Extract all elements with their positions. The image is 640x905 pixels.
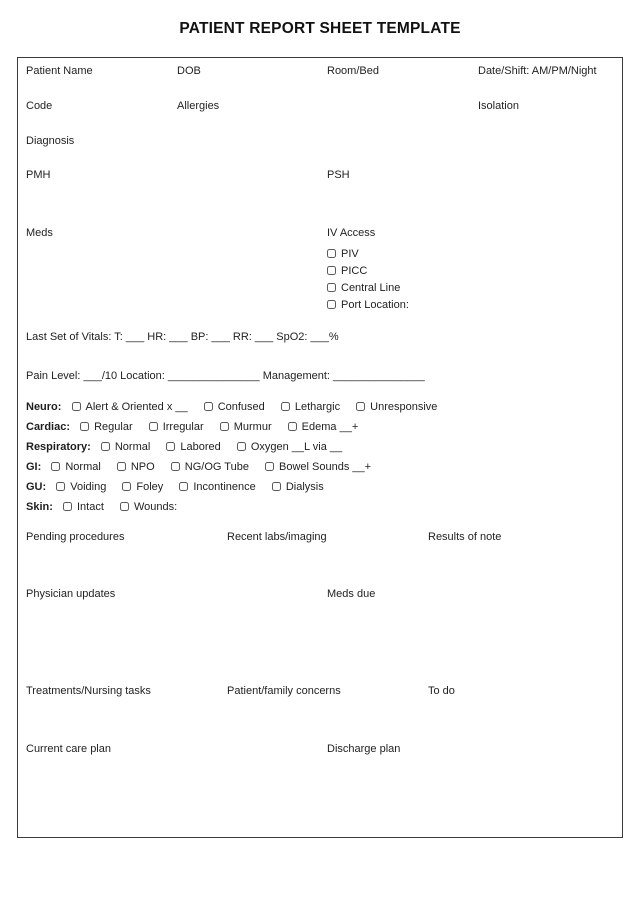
checkbox-wounds-label: Wounds: [133,501,178,513]
neuro-label: Neuro: [26,401,62,413]
checkbox-voiding[interactable] [56,482,65,491]
checkbox-port-location-label: Port Location: [341,299,409,311]
checkbox-intact[interactable] [63,502,72,511]
option-oxygen [237,440,342,454]
option-voiding [56,480,106,494]
iv-option-central-line [327,281,400,295]
allergies-label: Allergies [177,100,220,112]
checkbox-npo[interactable] [117,462,126,471]
checkbox-gi-normal-label: Normal [65,461,101,473]
gi-label: GI: [26,461,42,473]
option-alert-oriented [72,400,188,414]
checkbox-wounds[interactable] [120,502,129,511]
option-gi-normal [51,460,100,474]
dob-label: DOB [177,65,201,77]
page-title: PATIENT REPORT SHEET TEMPLATE [179,20,461,37]
option-foley [122,480,163,494]
checkbox-confused-label: Confused [217,401,265,413]
option-dialysis [272,480,324,494]
vitals-line: Last Set of Vitals: T: ___ HR: ___ BP: ___ RR: ___ SpO2: ___% [26,331,339,343]
checkbox-oxygen[interactable] [237,442,246,451]
option-regular [80,420,133,434]
iv-access-label: IV Access [327,227,376,239]
discharge-plan-label: Discharge plan [327,743,401,755]
checkbox-voiding-label: Voiding [70,481,107,493]
diagnosis-label: Diagnosis [26,135,75,147]
report-sheet [17,57,623,838]
option-confused [204,400,265,414]
physician-updates-label: Physician updates [26,588,116,600]
date-shift-label: Date/Shift: AM/PM/Night [478,65,597,77]
checkbox-foley-label: Foley [136,481,164,493]
to-do-label: To do [428,685,455,697]
option-labored [166,440,220,454]
code-label: Code [26,100,53,112]
checkbox-edema[interactable] [288,422,297,431]
iv-option-picc [327,264,367,278]
pending-procedures-label: Pending procedures [26,531,125,543]
option-resp-normal [101,440,150,454]
option-lethargic [281,400,340,414]
option-murmur [220,420,272,434]
option-bowel-sounds [265,460,371,474]
option-wounds [120,500,177,514]
checkbox-alert-oriented[interactable] [72,402,81,411]
psh-label: PSH [327,169,350,181]
checkbox-murmur-label: Murmur [233,421,272,433]
checkbox-labored[interactable] [166,442,175,451]
checkbox-labored-label: Labored [180,441,221,453]
checkbox-resp-normal-label: Normal [114,441,151,453]
option-npo [117,460,155,474]
checkbox-murmur[interactable] [220,422,229,431]
checkbox-npo-label: NPO [130,461,155,473]
isolation-label: Isolation [478,100,519,112]
checkbox-intact-label: Intact [76,501,104,513]
skin-row [26,500,177,514]
checkbox-central-line[interactable] [327,283,336,292]
checkbox-picc[interactable] [327,266,336,275]
checkbox-ng-og-tube[interactable] [171,462,180,471]
checkbox-ng-og-tube-label: NG/OG Tube [184,461,249,473]
checkbox-foley[interactable] [122,482,131,491]
iv-option-port-location [327,298,409,312]
current-care-plan-label: Current care plan [26,743,111,755]
checkbox-piv[interactable] [327,249,336,258]
checkbox-gi-normal[interactable] [51,462,60,471]
checkbox-unresponsive-label: Unresponsive [370,401,438,413]
gu-row [26,480,324,494]
checkbox-piv-label: PIV [341,248,359,260]
checkbox-lethargic-label: Lethargic [294,401,341,413]
pmh-label: PMH [26,169,51,181]
recent-labs-label: Recent labs/imaging [227,531,327,543]
option-edema [288,420,359,434]
option-irregular [149,420,204,434]
checkbox-oxygen-label: Oxygen __L via __ [250,441,343,453]
option-ng-og-tube [171,460,249,474]
patient-name-label: Patient Name [26,65,93,77]
option-unresponsive [356,400,437,414]
results-of-note-label: Results of note [428,531,502,543]
checkbox-irregular-label: Irregular [162,421,204,433]
checkbox-dialysis-label: Dialysis [285,481,324,493]
checkbox-confused[interactable] [204,402,213,411]
checkbox-irregular[interactable] [149,422,158,431]
checkbox-central-line-label: Central Line [341,282,401,294]
gu-label: GU: [26,481,47,493]
iv-option-piv [327,247,359,261]
checkbox-bowel-sounds[interactable] [265,462,274,471]
checkbox-incontinence-label: Incontinence [193,481,256,493]
checkbox-bowel-sounds-label: Bowel Sounds __+ [279,461,372,473]
checkbox-dialysis[interactable] [272,482,281,491]
checkbox-regular[interactable] [80,422,89,431]
meds-due-label: Meds due [327,588,376,600]
respiratory-label: Respiratory: [26,441,91,453]
treatments-label: Treatments/Nursing tasks [26,685,151,697]
pain-line: Pain Level: ___/10 Location: _______________ Management: _______________ [26,370,425,382]
cardiac-label: Cardiac: [26,421,71,433]
checkbox-picc-label: PICC [341,265,368,277]
checkbox-port-location[interactable] [327,300,336,309]
checkbox-resp-normal[interactable] [101,442,110,451]
cardiac-row [26,420,358,434]
checkbox-alert-oriented-label: Alert & Oriented x __ [85,401,188,413]
meds-label: Meds [26,227,53,239]
checkbox-edema-label: Edema __+ [301,421,359,433]
checkbox-lethargic[interactable] [281,402,290,411]
checkbox-incontinence[interactable] [179,482,188,491]
skin-label: Skin: [26,501,53,513]
patient-family-concerns-label: Patient/family concerns [227,685,341,697]
option-intact [63,500,104,514]
option-incontinence [179,480,255,494]
checkbox-regular-label: Regular [94,421,133,433]
checkbox-unresponsive[interactable] [356,402,365,411]
respiratory-row [26,440,342,454]
gi-row [26,460,371,474]
neuro-row [26,400,437,414]
room-bed-label: Room/Bed [327,65,379,77]
